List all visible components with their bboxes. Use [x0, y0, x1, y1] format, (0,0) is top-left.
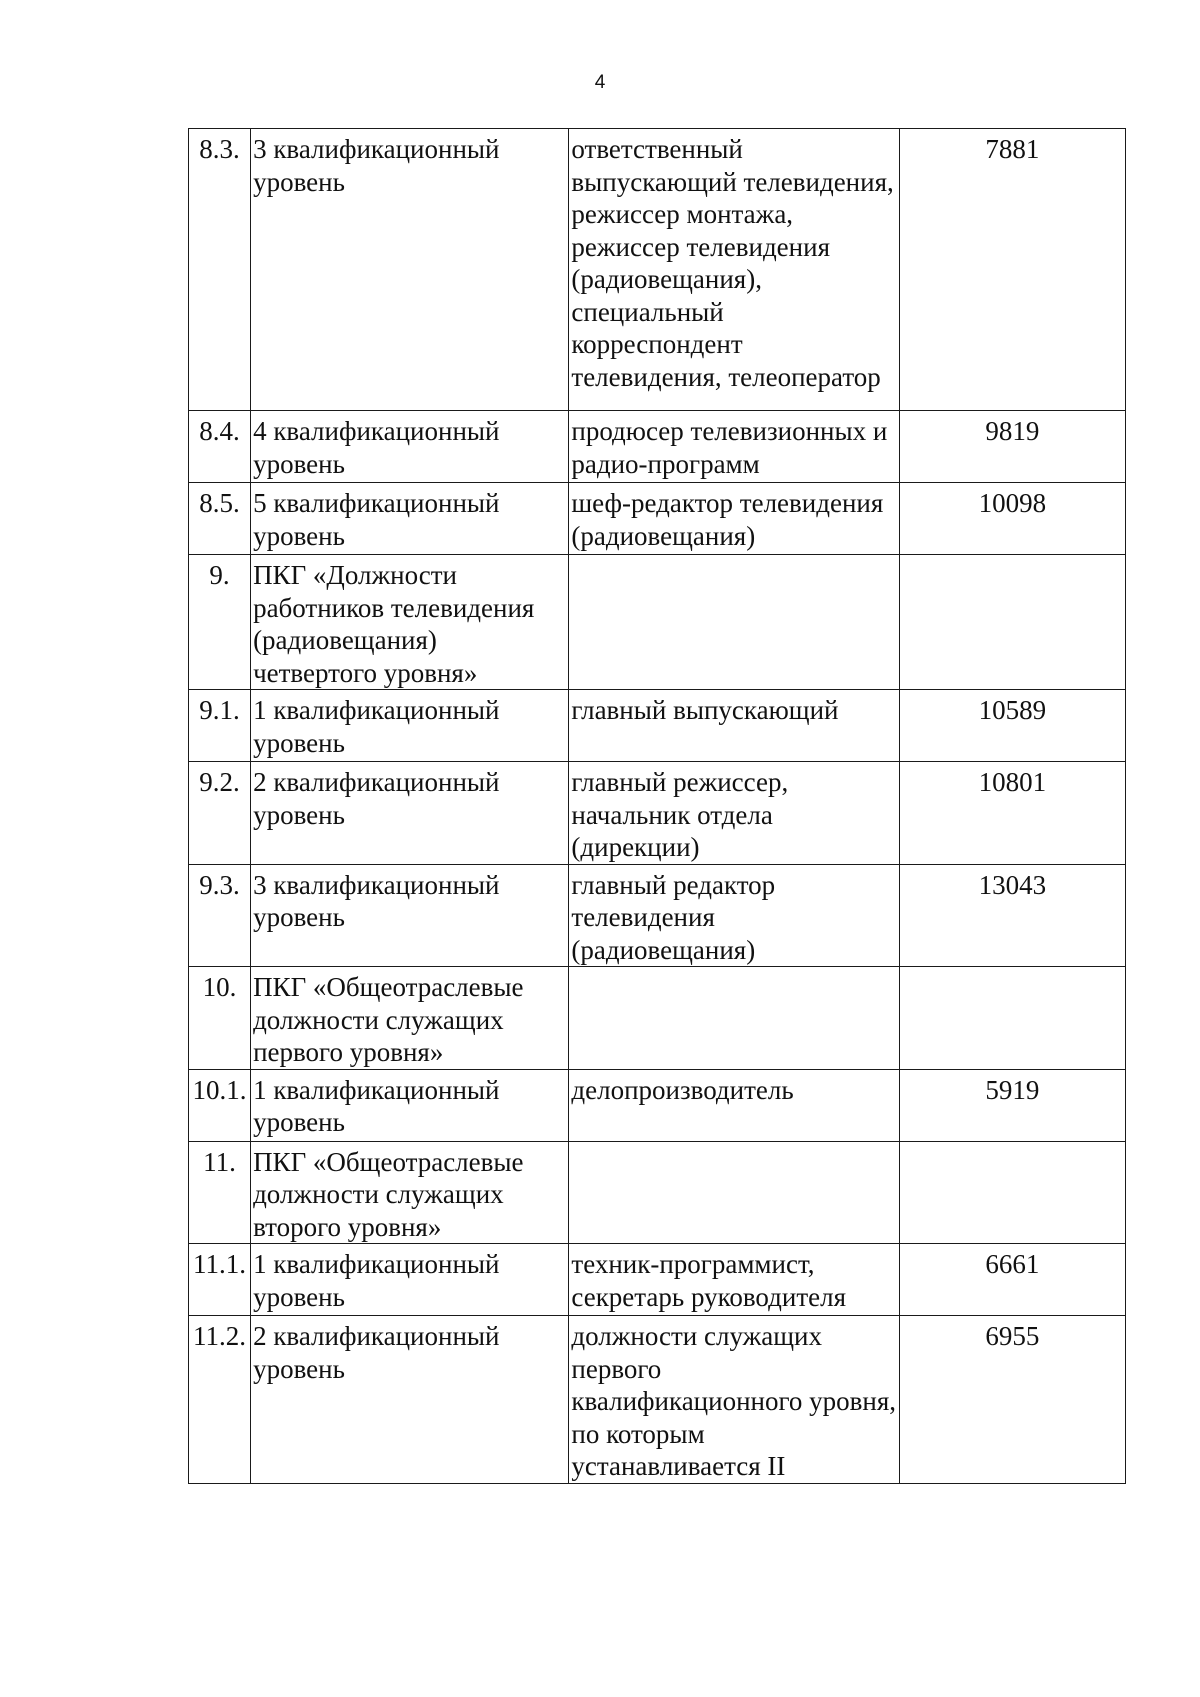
- table-row: [189, 129, 1126, 411]
- table-row-group-header: [189, 555, 1126, 690]
- positions: [569, 1141, 899, 1244]
- row-number: 10.: [189, 967, 251, 1070]
- row-number: 10.1.: [189, 1069, 251, 1141]
- positions: ответственный выпускающий телевидения, режиссер монтажа, режиссер телевидения (радиовещания), специальный корреспондент телевидения, телеоператор: [569, 129, 899, 411]
- row-number: 8.4.: [189, 411, 251, 483]
- row-number: 9.3.: [189, 864, 251, 967]
- row-number: 11.1.: [189, 1244, 251, 1316]
- positions: техник-программист, секретарь руководителя: [569, 1244, 899, 1316]
- qualification-level: 1 квалификационный уровень: [251, 1069, 569, 1141]
- qualification-level: 2 квалификационный уровень: [251, 762, 569, 865]
- qualification-level: 1 квалификационный уровень: [251, 1244, 569, 1316]
- table-row: [189, 483, 1126, 555]
- row-number: 8.3.: [189, 129, 251, 411]
- positions: продюсер телевизионных и радио-программ: [569, 411, 899, 483]
- positions: главный режиссер, начальник отдела (дирекции): [569, 762, 899, 865]
- qualification-level: 4 квалификационный уровень: [251, 411, 569, 483]
- salary-value: 9819: [899, 411, 1125, 483]
- positions: [569, 967, 899, 1070]
- salary-value: 6661: [899, 1244, 1125, 1316]
- row-number: 9.: [189, 555, 251, 690]
- salary-value: 10589: [899, 690, 1125, 762]
- table-row-group-header: [189, 967, 1126, 1070]
- salary-value: [899, 1141, 1125, 1244]
- table-row: [189, 411, 1126, 483]
- qualification-level: 5 квалификационный уровень: [251, 483, 569, 555]
- positions: [569, 555, 899, 690]
- table-row: [189, 762, 1126, 865]
- table-row: [189, 690, 1126, 762]
- salary-value: [899, 555, 1125, 690]
- salary-value: 6955: [899, 1316, 1125, 1484]
- salary-value: 10801: [899, 762, 1125, 865]
- table-row: [189, 1069, 1126, 1141]
- positions: шеф-редактор телевидения (радиовещания): [569, 483, 899, 555]
- table-row: [189, 1244, 1126, 1316]
- qualification-level: 1 квалификационный уровень: [251, 690, 569, 762]
- table-row: [189, 864, 1126, 967]
- page-number: 4: [594, 72, 606, 93]
- qualification-level: 3 квалификационный уровень: [251, 129, 569, 411]
- table-row: [189, 1316, 1126, 1484]
- row-number: 11.2.: [189, 1316, 251, 1484]
- qualification-level: 3 квалификационный уровень: [251, 864, 569, 967]
- salary-table: [188, 128, 1126, 1484]
- salary-value: 10098: [899, 483, 1125, 555]
- salary-value: [899, 967, 1125, 1070]
- qualification-level: 2 квалификационный уровень: [251, 1316, 569, 1484]
- row-number: 9.1.: [189, 690, 251, 762]
- positions: должности служащих первого квалификационного уровня, по которым устанавливается II: [569, 1316, 899, 1484]
- qualification-group: ПКГ «Должности работников телевидения (радиовещания) четвертого уровня»: [251, 555, 569, 690]
- salary-value: 7881: [899, 129, 1125, 411]
- salary-value: 5919: [899, 1069, 1125, 1141]
- positions: главный редактор телевидения (радиовещания): [569, 864, 899, 967]
- salary-value: 13043: [899, 864, 1125, 967]
- row-number: 11.: [189, 1141, 251, 1244]
- positions: делопроизводитель: [569, 1069, 899, 1141]
- table-row-group-header: [189, 1141, 1126, 1244]
- qualification-group: ПКГ «Общеотраслевые должности служащих первого уровня»: [251, 967, 569, 1070]
- row-number: 9.2.: [189, 762, 251, 865]
- table-body: [189, 129, 1126, 1484]
- qualification-group: ПКГ «Общеотраслевые должности служащих второго уровня»: [251, 1141, 569, 1244]
- positions: главный выпускающий: [569, 690, 899, 762]
- row-number: 8.5.: [189, 483, 251, 555]
